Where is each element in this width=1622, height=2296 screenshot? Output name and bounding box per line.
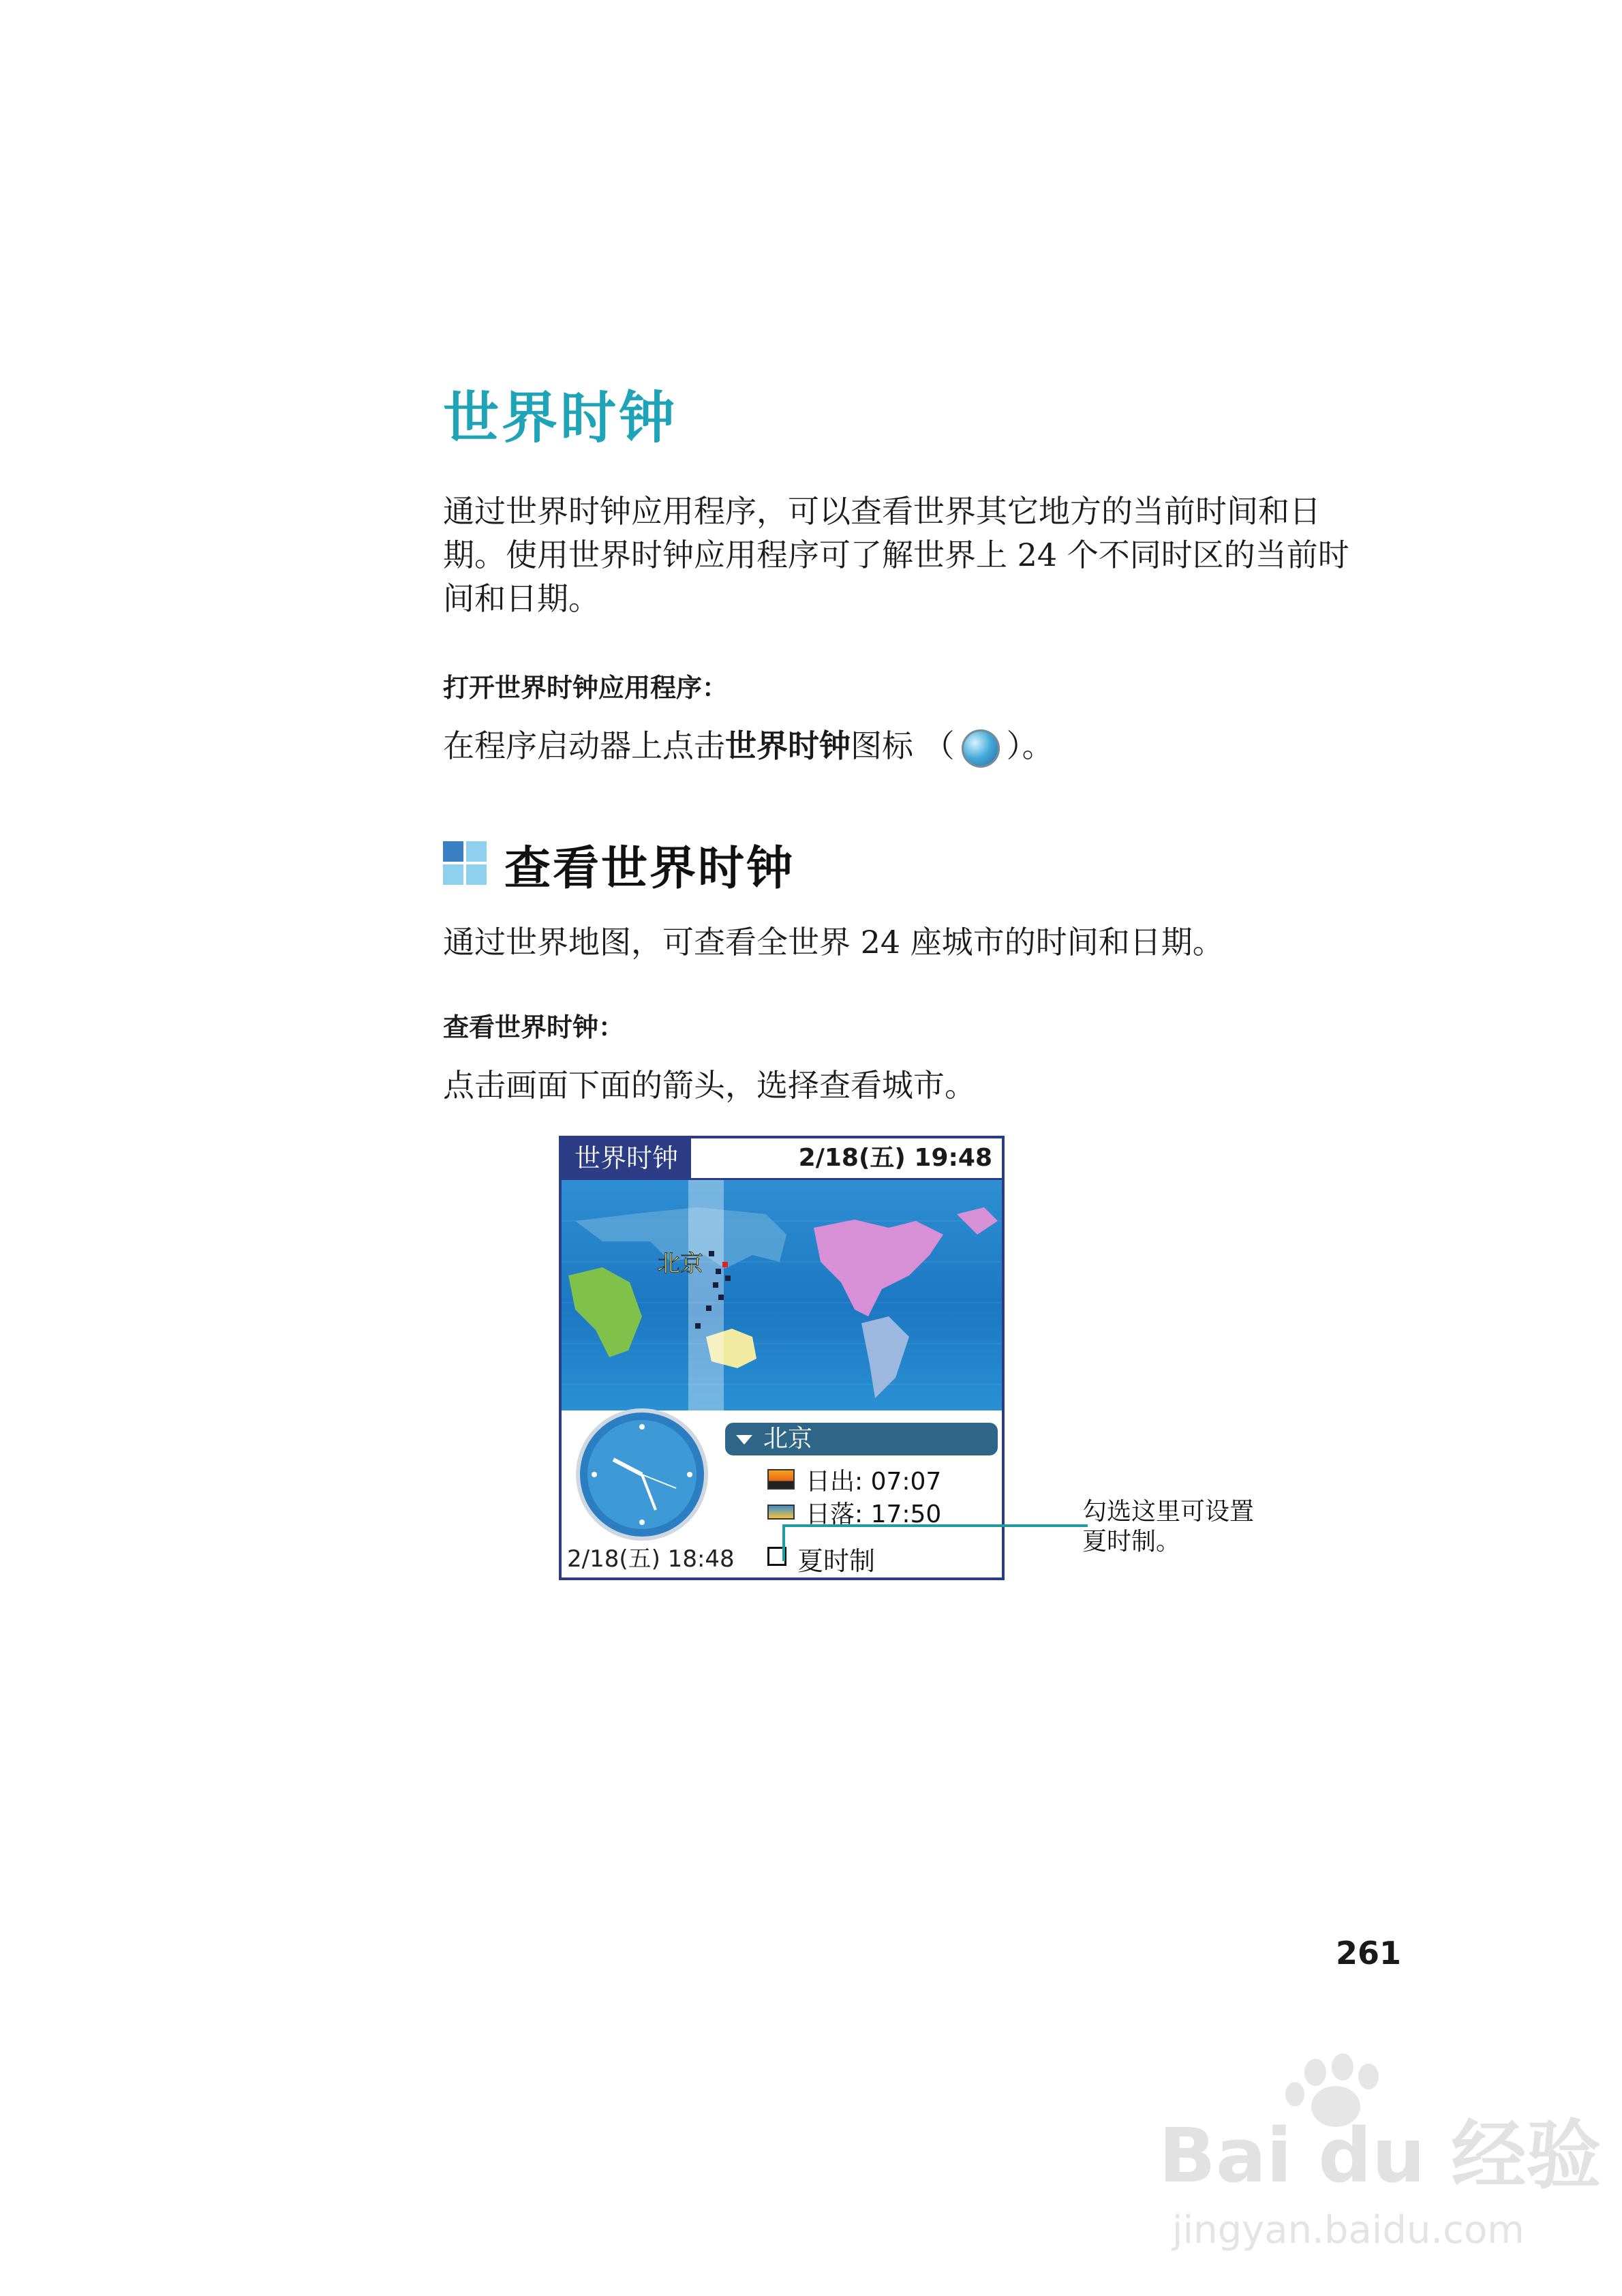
sunrise-icon [767,1469,795,1490]
sunset-label: 日落 [806,1500,855,1528]
callout-line-2: 夏时制。 [1082,1528,1181,1556]
north-america-shape [814,1220,943,1316]
section-squares-icon [443,841,487,885]
south-america-shape [861,1316,909,1398]
screen-app-title: 世界时钟 [562,1138,691,1178]
sunrise-label: 日出 [806,1468,855,1496]
dst-callout [1082,1497,1254,1557]
screen-header [562,1138,1002,1180]
sunrise-time: 07:07 [870,1468,942,1496]
intro-paragraph [443,489,1411,620]
open-app-heading: 打开世界时钟应用程序： [443,673,729,703]
page-title: 世界时钟 [443,386,678,451]
world-clock-screen [559,1136,1005,1580]
sunrise-row: 日出: 07:07 [806,1468,942,1496]
watermark-brand: Bai du 经验 [1159,2112,1602,2199]
city-name: 北京 [763,1425,813,1453]
callout-leader-line [770,1520,1090,1582]
map-city-label: 北京 [657,1250,703,1278]
page-number: 261 [1336,1935,1402,1972]
dropdown-arrow-icon[interactable] [736,1435,752,1445]
open-app-step [443,724,1411,768]
intro-line-2: 期。使用世界时钟应用程序可了解世界上 24 个不同时区的当前时 [443,537,1349,573]
callout-line-1: 勾选这里可设置 [1082,1498,1255,1526]
intro-line-3: 间和日期。 [443,580,600,617]
open-step-bold: 世界时钟 [725,727,851,764]
world-clock-globe-icon [962,729,1000,768]
watermark-url: jingyan.baidu.com [1172,2208,1525,2252]
sunset-time: 17:50 [870,1500,942,1528]
open-step-end: ）。 [1006,727,1054,764]
dst-label: 夏时制 [797,1546,876,1576]
section-title: 查看世界时钟 [504,842,795,896]
city-selector[interactable] [725,1423,998,1455]
sunset-icon [767,1505,795,1520]
screen-datetime: 2/18(五) 19:48 [798,1144,992,1172]
sunset-row: 日落: 17:50 [806,1500,942,1528]
analog-clock-icon [574,1406,710,1543]
world-map-graphic [562,1180,1002,1410]
section-intro: 通过世界地图，可查看全世界 24 座城市的时间和日期。 [443,924,1224,961]
local-time: 2/18(五) 18:48 [567,1545,735,1573]
world-map[interactable] [562,1180,1002,1410]
view-clock-step: 点击画面下面的箭头，选择查看城市。 [443,1067,976,1104]
intro-line-1: 通过世界时钟应用程序，可以查看世界其它地方的当前时间和日 [443,493,1321,530]
baidu-jingyan-watermark [1152,2052,1602,2256]
open-step-prefix: 在程序启动器上点击 [443,727,725,764]
open-step-suffix: 图标 （ [851,727,955,764]
view-clock-heading: 查看世界时钟： [443,1012,625,1042]
